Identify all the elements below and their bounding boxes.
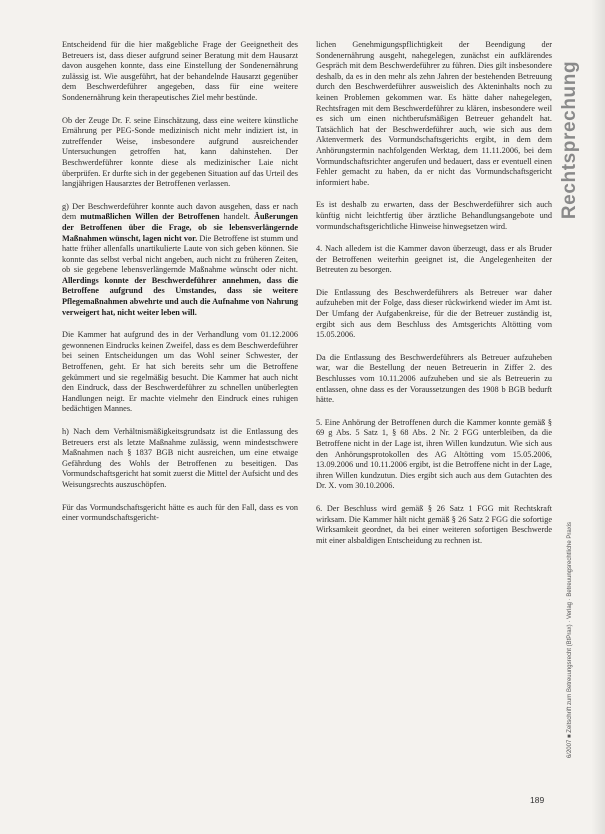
section-side-title	[552, 40, 588, 240]
page-number: 189	[530, 795, 545, 805]
journal-side-reference	[560, 470, 580, 810]
right-text-column	[316, 40, 552, 555]
right-paragraph-2: Es ist deshalb zu erwarten, dass der Beschwerdeführer sich auch künftig nicht leichtfertig über ärztliche Behandlungsangebote und vormundschaftsgerichtliche Hinweise hinwegsetzen wird.	[316, 200, 552, 231]
right-paragraph-7: 6. Der Beschluss wird gemäß § 26 Satz 1 FGG mit Rechtskraft wirksam. Die Kammer hält nicht gemäß § 26 Satz 2 FGG die sofortige Wirksamkeit geordnet, da bei einer weiteren sofortigen Beschwerde mit einer alsbaldigen Entscheidung zu rechnen ist.	[316, 503, 552, 545]
left-paragraph-1: Entscheidend für die hier maßgebliche Frage der Geeignetheit des Betreuers ist, dass dieser aufgrund seiner Beratung mit dem Hausarzt davon ausgehen konnte, dass eine Einstellung der Sondenernährung zulässig ist. Wie ausgeführt, hat der behandelnde Hausarzt gegenüber dem Beschwerdeführer angegeben, dass für eine weitere Sondenernährung kein therapeutisches Ziel mehr bestünde.	[62, 40, 298, 102]
left-paragraph-3: g) Der Beschwerdeführer konnte auch davon ausgehen, dass er nach dem mutmaßlichen Willen der Betroffenen handelt. Äußerungen der Betroffenen über die Frage, ob sie lebensverlängernde Maßnahmen wünscht, lagen nicht vor. Die Betroffene ist stumm und hatte früher allenfalls unartikulierte Laute von sich geben können. Sie konnte das selbst verbal nicht angeben, auch nicht zu früheren Zeiten, ob sie gegebene lebensverlängernde Maßnahme wünscht oder nicht. Allerdings konnte der Beschwerdeführer annehmen, dass die Betroffene aufgrund des Umstandes, dass sie weitere Pflegemaßnahmen abwehrte und auch die Aufnahme von Nahrung verweigert hat, nicht weiter leben will.	[62, 201, 298, 317]
right-paragraph-4: Die Entlassung des Beschwerdeführers als Betreuer war daher aufzuheben mit der Folge, dass dieser rückwirkend wieder im Amt ist. Der Umfang der Aufgabenkreise, für die der Betreuer zuständig ist, ergibt sich aus dem Beschluss des Amtsgerichts Altötting vom 15.05.2006.	[316, 287, 552, 340]
left-paragraph-6: Für das Vormundschaftsgericht hätte es auch für den Fall, dass es von einer vormundschaftsgericht-	[62, 502, 298, 523]
right-paragraph-3: 4. Nach alledem ist die Kammer davon überzeugt, dass er als Bruder der Betroffenen weiterhin geeignet ist, die Angelegenheiten der Betreuten zu besorgen.	[316, 244, 552, 275]
page-edge-shadow	[591, 0, 605, 834]
left-paragraph-2: Ob der Zeuge Dr. F. seine Einschätzung, dass eine weitere künstliche Ernährung per PEG-Sonde medizinisch nicht mehr indiziert ist, in zutreffender Weise, insbesondere aufgrund ausreichender Untersuchungen getroffen hat, kann dahinstehen. Der Beschwerdeführer konnte diese als medizinischer Laie nicht überprüfen. Er durfte sich in der gegebenen Situation auf das Urteil des langjährigen Hausarztes der Betroffenen verlassen.	[62, 115, 298, 189]
left-paragraph-4: Die Kammer hat aufgrund des in der Verhandlung vom 01.12.2006 gewonnenen Eindrucks keinen Zweifel, dass es dem Beschwerdeführer bei seinen Entscheidungen um das Wohl seiner Schwester, der Betroffenen, geht. Er hat sich bereits sehr um die Betroffene gekümmert und sie regelmäßig besucht. Die Kammer hat auch nicht den Eindruck, dass der Beschwerdeführer zu schnellen unüberlegten Handlungen neigt. Er machte vielmehr den Eindruck eines ruhigen bedächtigen Mannes.	[62, 330, 298, 414]
right-paragraph-5: Da die Entlassung des Beschwerdeführers als Betreuer aufzuheben war, war die Bestellung der neuen Betreuerin in Ziffer 2. des Beschlusses vom 10.11.2006 aufzuheben und sie als Betreuerin zu entlassen, ohne dass es der Voraussetzungen des 1908 b BGB bedurft hätte.	[316, 352, 552, 405]
right-paragraph-6: 5. Eine Anhörung der Betroffenen durch die Kammer konnte gemäß § 69 g Abs. 5 Satz 1, § 68 Abs. 2 Nr. 2 FGG unterbleiben, da die Betroffene nicht in der Lage ist, ihren Willen kundzutun. Wie sich aus den Anhörungsprotokollen des AG Altötting vom 15.05.2006, 13.09.2006 und 10.11.2006 ergibt, ist die Betroffene nicht in der Lage, ihren Willen kundzutun. Dies ergibt sich auch aus dem Gutachten des Dr. X. vom 30.10.2006.	[316, 417, 552, 491]
left-text-column	[62, 40, 298, 533]
left-paragraph-5: h) Nach dem Verhältnismäßigkeitsgrundsatz ist die Entlassung des Betreuers erst als letzte Maßnahme zulässig, wenn mindestschwere Maßnahmen nach § 1837 BGB nicht ausreichen, um eine etwaige Gefährdung des Wohls der Betroffenen zu beseitigen. Das Vormundschaftsgericht hat somit zuerst die Mittel der Aufsicht und des Weisungsrechts auszuschöpfen.	[62, 427, 298, 489]
section-side-title-text: Rechtsprechung	[559, 60, 580, 220]
journal-side-reference-text: 6/2007 ■ Zeitschrift zum Betreuungsrecht (BtPrax) · Verlag · Betreuungsrechtliche Praxis	[567, 521, 573, 759]
right-paragraph-1: lichen Genehmigungspflichtigkeit der Beendigung der Sondenernährung ausgeht, nahegelegen, zunächst ein aufklärendes Gespräch mit dem Beschwerdeführer zu führen. Dies gilt insbesondere deshalb, da es in den mehr als zehn Jahren der bestehenden Betreuung durch den Beschwerdeführer ausweislich des Akteninhalts noch zu keinen Problemen gekommen war. Es hätte daher nahegelegen, Rechtsfragen mit dem Beschwerdeführer zu klären, insbesondere weil es sich um einen nichtberufsmäßigen Betreuer gehandelt hat. Tatsächlich hat der Beschwerdeführer auch, wie sich aus dem Aktenvermerk des Vormundschaftsgerichts ergibt, in dem dem Anhörungstermin nachfolgenden Werktag, dem 11.11.2006, bei dem Vormundschaftsrichter angerufen und bedauert, dass er eventuell einen Fehler gemacht zu haben, da er nicht das Vormundschaftsgericht informiert habe.	[316, 40, 552, 187]
